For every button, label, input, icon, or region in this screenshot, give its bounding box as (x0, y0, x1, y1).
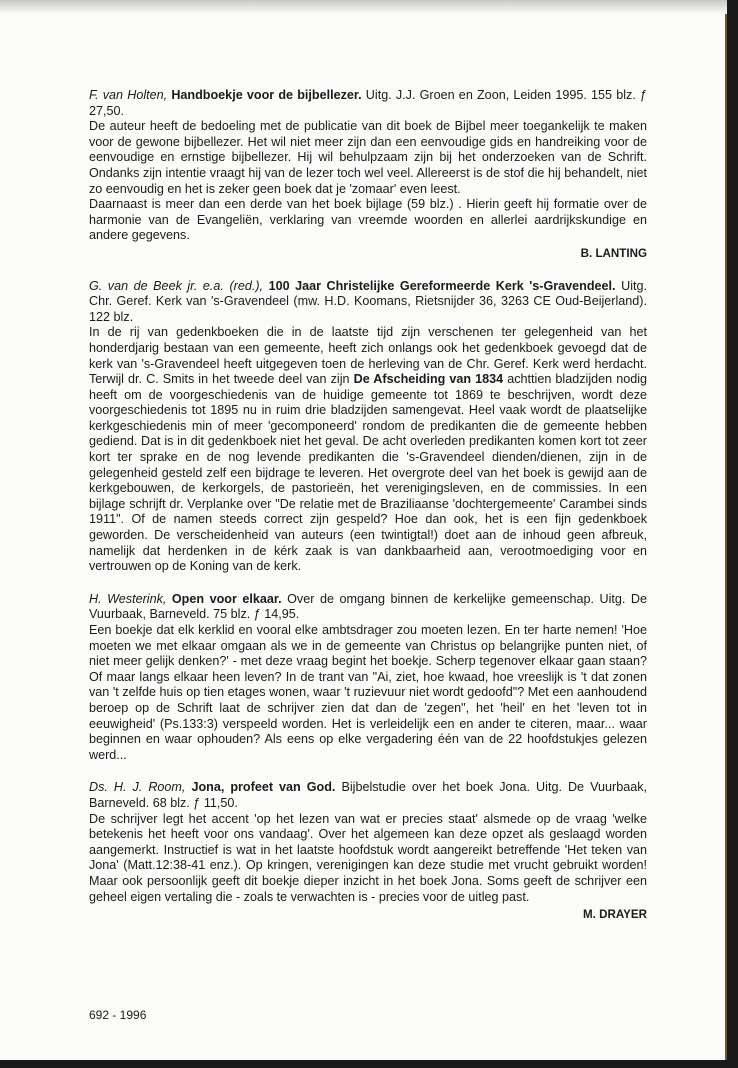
review-book-title: 100 Jaar Christelijke Gereformeerde Kerk 's-Gravendeel. (268, 278, 616, 293)
review-paragraph: Daarnaast is meer dan een derde van het boek bijlage (59 blz.) . Hierin geeft hij formatie over de harmonie van de Evangeliën, verklaring van vreemde woorden en allerlei aardrijkskundige en andere gegevens. (89, 197, 647, 243)
review-paragraph: De auteur heeft de bedoeling met de publicatie van dit boek de Bijbel meer toegankelijk te maken voor de gewone bijbellezer. Het wil niet meer zijn dan een eenvoudige gids en handreiking voor de eenvoudige en ernstige bijbellezer. Hij wil behulpzaam zijn bij het onderzoeken van de Schrift. Ondanks zijn intentie vraagt hij van de lezer toch wel veel. Allereerst is de stof die hij behandelt, niet zo eenvoudig en het is zeker geen boek dat je 'zomaar' even leest. (89, 119, 647, 196)
review-heading (89, 88, 647, 119)
review-publication: Bijbelstudie over het boek Jona. Uitg. De Vuurbaak, Barneveld. 68 blz. ƒ 11,50. (89, 780, 648, 810)
review-paragraph: Een boekje dat elk kerklid en vooral elke ambtsdrager zou moeten lezen. En ter harte nemen! 'Hoe moeten we met elkaar omgaan als we in de gemeente van Christus op belangrijke punten niet, of niet meer gelijk denken?' - met deze vraag begint het boekje. Scherp tegenover elkaar gaan staan? Of maar langs elkaar heen leven? In de trant van "Ai, ziet, hoe kwaad, hoe vreeslijk is 't dat zonen van 't zelfde huis op tien etages wonen, waar 't ruzievuur niet wordt gedoofd"? Met een aanhoudend beroep op de Schrift laat de schrijver zien dat dan de 'zegen", het 'heil' en het 'leven tot in eeuwigheid' (Ps.133:3) verspeeld worden. Het is verleidelijk een en ander te citeren, maar... waar beginnen en waar ophouden? Als eens op elke vergadering één van de 22 hoofdstukjes gelezen werd... (89, 623, 647, 762)
review-room (89, 780, 647, 922)
review-book-title: Handboekje voor de bijbellezer. (171, 88, 362, 102)
review-beek (89, 279, 647, 575)
review-book-title: Open voor elkaar. (171, 591, 282, 606)
page-footer: 692 - 1996 (89, 1008, 147, 1022)
page-edge-shadow (0, 0, 727, 14)
review-author: H. Westerink, (89, 591, 167, 606)
review-heading (89, 279, 647, 326)
review-author: Ds. H. J. Room, (89, 780, 186, 795)
review-heading (89, 592, 647, 623)
review-column (89, 88, 647, 940)
review-heading (89, 780, 647, 811)
review-author: F. van Holten, (89, 88, 168, 102)
cited-book-title: De Afscheiding van 1834 (353, 372, 504, 387)
review-text: In de rij van gedenkboeken die in de laatste tijd zijn verschenen ter gelegenheid van het honderdjarig bestaan van een gemeente, heeft zich onlangs ook het gedenkboek gevoegd dat de kerk van 's-Gravendeel heeft uitgegeven toen de herleving van de Chr. Geref. Kerk werd herdacht. Terwijl dr. C. Smits in het tweede deel van zijn (89, 325, 647, 387)
review-westerink (89, 592, 647, 764)
review-paragraph (89, 325, 647, 575)
review-publication: Uitg. J.J. Groen en Zoon, Leiden 1995. 155 blz. ƒ 27,50. (89, 88, 648, 118)
review-publication: Over de omgang binnen de kerkelijke gemeenschap. Uitg. De Vuurbaak, Barneveld. 75 blz. ƒ 14,95. (89, 591, 647, 622)
review-author: G. van de Beek jr. e.a. (red.), (89, 278, 264, 293)
review-text: achttien bladzijden nodig heeft om de voorgeschiedenis van de huidige gemeente tot 1869 te beschrijven, wordt deze voorgeschiedenis tot 1895 nu in ruim drie bladzijden samengevat. Heel vaak wordt de plaatselijke kerkgeschiedenis min of meer 'gecomponeerd' rondom de predikanten die de gemeente hebben gediend. Dat is in dit gedenkboek niet het geval. De acht overleden predikanten komen kort tot zeer kort ter sprake en de nog levende predikanten die 's-Gravendeel dienden/dienen, zijn in de gelegenheid gesteld zelf een bijdrage te leveren. Het overgrote deel van het boek is gewijd aan de kerkgebouwen, de kerkorgels, de pastorieën, het verenigingsleven, en de commissies. In een bijlage schrijft dr. Verplanke over "De relatie met de Braziliaanse 'dochtergemeente' Carambei sinds 1911". Of de namen steeds correct zijn gespeld? Hoe dan ook, het is een fijn gedenkboek geworden. De verscheidenheid van auteurs (een twintigtal!) doet aan de inhoud geen afbreuk, namelijk dat herdenken in de kérk zaak is van dankbaarheid aan, verootmoediging voor en vertrouwen op de Koning van de kerk. (89, 372, 648, 574)
review-paragraph: De schrijver legt het accent 'op het lezen van wat er precies staat' alsmede op de vraag 'welke betekenis het heeft voor ons vandaag'. Over het algemeen kan deze opzet als geslaagd worden aangemerkt. Instructief is wat in het laatste hoofdstuk wordt aangereikt betreffende 'Het teken van Jona' (Matt.12:38-41 enz.). Op kringen, verenigingen kan deze studie met vrucht gebruikt worden! Maar ook persoonlijk geeft dit boekje dieper inzicht in het boek Jona. Soms geeft de schrijver een geheel eigen vertaling die - zoals te verwachten is - precies voor de uitleg past. (89, 811, 647, 904)
review-publication: Uitg. Chr. Geref. Kerk van 's-Gravendeel (mw. H.D. Koomans, Rietsnijder 36, 3263 CE Oud-Beijerland). 122 blz. (89, 278, 647, 324)
review-signature: M. DRAYER (583, 908, 647, 922)
review-holten (89, 88, 647, 262)
review-book-title: Jona, profeet van God. (191, 780, 336, 795)
review-signature: B. LANTING (580, 246, 647, 260)
